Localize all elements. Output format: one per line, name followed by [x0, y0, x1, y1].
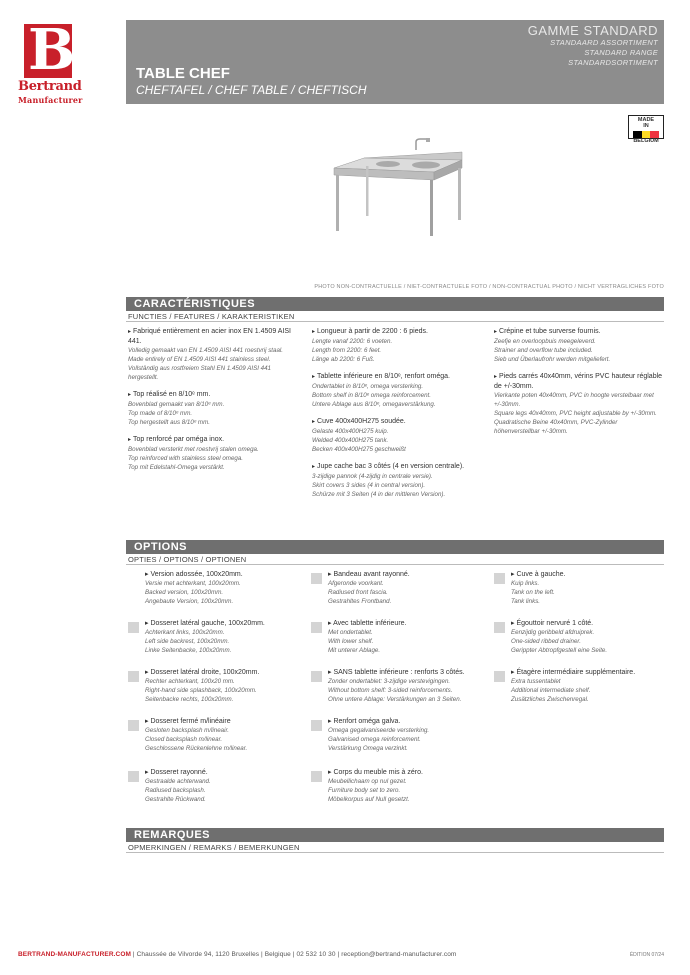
option-item[interactable]: ▸ Cuve à gauche. Kuip links. Tank on the left. Tank links. — [494, 570, 669, 610]
logo-letter: B — [28, 17, 76, 83]
divider — [126, 321, 664, 322]
brand-name: Bertrand — [18, 79, 82, 94]
option-translation: Gestrahltes Frontband. — [328, 598, 392, 605]
option-translation: Ohne untere Ablage: Verstärkungen an 3 Seiten. — [328, 696, 462, 703]
features-title: CARACTÉRISTIQUES — [126, 297, 664, 311]
options-title: OPTIONS — [126, 540, 664, 554]
range-translation: STANDAARD ASSORTIMENT — [550, 38, 658, 47]
option-translation: Galvanised omega reinforcement. — [328, 736, 421, 743]
option-translation: Rechter achterkant, 100x20 mm. — [145, 678, 235, 685]
option-translation: Gestraalde achterwand. — [145, 778, 211, 785]
feature-translation: Strainer and overflow tube included. — [494, 347, 593, 354]
option-translation: Backed version, 100x20mm. — [145, 589, 224, 596]
option-translation: Seitenbacke rechts, 100x20mm. — [145, 696, 234, 703]
option-text: Corps du meuble mis à zéro. — [333, 769, 423, 776]
range-title: GAMME STANDARD — [527, 23, 658, 38]
feature-translation: Länge ab 2200: 6 Fuß. — [312, 356, 375, 363]
option-translation: Without bottom shelf: 3-sided reinforcements. — [328, 687, 453, 694]
divider — [126, 564, 664, 565]
features-column — [128, 327, 300, 480]
range-block — [528, 23, 658, 68]
option-item[interactable]: ▸ Avec tablette inférieure. Met ondertablet. With lower shelf. Mit unterer Ablage. — [311, 619, 486, 659]
feature-item: ▸ Top renforcé par oméga inox. Bovenblad versterkt met roestvrij stalen omega. Top reinforced with stainless steel omega. Top mit Edelstahl-Omega verstärkt. — [128, 435, 300, 472]
option-text: Dosseret fermé m/linéaire — [150, 718, 231, 725]
option-translation: Radiused backsplash. — [145, 787, 206, 794]
option-text: Étagère intermédiaire supplémentaire. — [516, 669, 636, 676]
option-item[interactable]: ▸ Dosseret fermé m/linéaire Gesloten backsplash m/lineair. Closed backsplash m/linear. Geschlossene Rückenlehne m/linear. — [128, 717, 303, 757]
brand-logo — [18, 17, 84, 105]
feature-translation: Volledig gemaakt van EN 1.4509 AISI 441 roestvrij staal. — [128, 347, 284, 354]
option-item[interactable]: ▸ Étagère intermédiaire supplémentaire. Extra tussentablet Additional intermediate shelf. Zusätzliches Zwischenregal. — [494, 668, 669, 708]
option-translation: Right-hand side splashback, 100x20mm. — [145, 687, 257, 694]
option-checkbox[interactable] — [311, 720, 322, 731]
feature-translation: Lengte vanaf 2200: 6 voeten. — [312, 338, 393, 345]
feature-translation: Welded 400x400H275 tank. — [312, 437, 389, 444]
feature-text: Pieds carrés 40x40mm, vérins PVC hauteur réglable de +/-30mm. — [494, 373, 663, 390]
remarks-title: REMARQUES — [126, 828, 664, 842]
badge-line: IN — [643, 123, 649, 129]
option-translation: Omega gegalvaniseerde versterking. — [328, 727, 430, 734]
option-translation: Meubellichaam op nul gezet. — [328, 778, 407, 785]
feature-translation: Vierkante poten 40x40mm, PVC in hoogte verstelbaar met +/-30mm. — [494, 392, 654, 408]
option-translation: Gestrahlte Rückwand. — [145, 796, 206, 803]
option-text: Dosseret latéral gauche, 100x20mm. — [150, 620, 265, 627]
option-translation: One-sided ribbed drainer. — [511, 638, 581, 645]
features-column — [494, 327, 664, 444]
feature-item: ▸ Tablette inférieure en 8/10ᵉ, renfort oméga. Ondertablet in 8/10ᵉ, omega versterking. Bottom shelf in 8/10ᵉ omega reinforcement. Untere Ablage aus 8/10ᵉ, omegaverstärkung. — [312, 372, 490, 409]
feature-translation: Ondertablet in 8/10ᵉ, omega versterking. — [312, 383, 424, 390]
feature-translation: Zeefje en overloopbuis meegeleverd. — [494, 338, 596, 345]
badge-line: MADE — [637, 117, 655, 123]
option-translation: Additional intermediate shelf. — [511, 687, 591, 694]
option-translation: Zonder ondertablet: 3-zijdige verstevigingen. — [328, 678, 451, 685]
feature-translation: Skirt covers 3 sides (4 in central version). — [312, 482, 426, 489]
divider — [126, 852, 664, 853]
feature-text: Crépine et tube surverse fournis. — [499, 328, 601, 335]
photo-caption: PHOTO NON-CONTRACTUELLE / NIET-CONTRACTUELE FOTO / NON-CONTRACTUAL PHOTO / NICHT VERTRAGLICHES FOTO — [314, 284, 664, 290]
option-translation: Versie met achterkant, 100x20mm. — [145, 580, 241, 587]
option-translation: Achterkant links, 100x20mm. — [145, 629, 225, 636]
range-translation: STANDARDSORTIMENT — [568, 58, 658, 67]
contact-info: | Chaussée de Vilvorde 94, 1120 Bruxelles | Belgique | 02 532 10 30 | reception@bertrand-manufacturer.com — [131, 951, 457, 958]
product-header — [126, 20, 664, 104]
badge-line: BELGIUM — [633, 138, 659, 144]
option-translation: Left side backrest, 100x20mm. — [145, 638, 230, 645]
feature-translation: Schürze mit 3 Seiten (4 in der mittleren Version). — [312, 491, 446, 498]
feature-translation: Top reinforced with stainless steel omega. — [128, 455, 243, 462]
range-translation: STANDARD RANGE — [584, 48, 658, 57]
option-item[interactable]: ▸ Dosseret rayonné. Gestraalde achterwand. Radiused backsplash. Gestrahlte Rückwand. — [128, 768, 303, 808]
feature-item: ▸ Pieds carrés 40x40mm, vérins PVC hauteur réglable de +/-30mm. Vierkante poten 40x40mm, PVC in hoogte verstelbaar met +/-30mm. Square legs 40x40mm, PVC height adjustable by +/-30mm. Quadratische Beine 40x40mm, PVC-Zylinder höhenverstellbar +/-30mm. — [494, 373, 663, 435]
option-checkbox[interactable] — [128, 622, 139, 633]
feature-translation: Top mit Edelstahl-Omega verstärkt. — [128, 464, 225, 471]
option-item[interactable]: ▸ Bandeau avant rayonné. Afgeronde voorkant. Radiused front fascia. Gestrahltes Frontband. — [311, 570, 486, 610]
feature-translation: Becken 400x400H275 geschweißt — [312, 446, 406, 453]
option-checkbox[interactable] — [311, 771, 322, 782]
option-item[interactable]: ▸ Dosseret latéral droite, 100x20mm. Rechter achterkant, 100x20 mm. Right-hand side splashback, 100x20mm. Seitenbacke rechts, 100x20mm. — [128, 668, 303, 708]
feature-translation: Top made of 8/10ᵉ mm. — [128, 410, 193, 417]
belgian-flag-icon — [633, 131, 659, 138]
feature-translation: Made entirely of EN 1.4509 AISI 441 stainless steel. — [128, 356, 271, 363]
feature-text: Longueur à partir de 2200 : 6 pieds. — [317, 328, 428, 335]
features-subtitle: FUNCTIES / FEATURES / KARAKTERISTIKEN — [128, 312, 295, 321]
feature-text: Top réalisé en 8/10ᵉ mm. — [133, 391, 211, 398]
feature-translation: Top hergestellt aus 8/10ᵉ mm. — [128, 419, 210, 426]
option-translation: Linke Seitenbacke, 100x20mm. — [145, 647, 232, 654]
option-checkbox[interactable] — [494, 573, 505, 584]
feature-text: Top renforcé par oméga inox. — [133, 436, 225, 443]
feature-translation: Quadratische Beine 40x40mm, PVC-Zylinder höhenverstellbar +/-30mm. — [494, 419, 618, 435]
option-translation: Geschlossene Rückenlehne m/linear. — [145, 745, 248, 752]
option-checkbox[interactable] — [311, 573, 322, 584]
option-translation: Tank on the left. — [511, 589, 555, 596]
feature-translation: Gelaste 400x400H275 kuip. — [312, 428, 389, 435]
option-checkbox[interactable] — [128, 771, 139, 782]
option-translation: Afgeronde voorkant. — [328, 580, 384, 587]
option-translation: Kuip links. — [511, 580, 540, 587]
website-link[interactable]: BERTRAND-MANUFACTURER.COM — [18, 951, 131, 958]
option-translation: With lower shelf. — [328, 638, 374, 645]
remarks-subtitle: OPMERKINGEN / REMARKS / BEMERKUNGEN — [128, 843, 300, 852]
option-translation: Mit unterer Ablage. — [328, 647, 381, 654]
option-item[interactable]: ▸ Renfort oméga galva. Omega gegalvaniseerde versterking. Galvanised omega reinforcement. Verstärkung Omega verzinkt. — [311, 717, 486, 757]
feature-text: Jupe cache bac 3 côtés (4 en version centrale). — [317, 463, 465, 470]
option-checkbox[interactable] — [128, 720, 139, 731]
feature-translation: Bovenblad versterkt met roestvrij stalen omega. — [128, 446, 259, 453]
product-title: TABLE CHEF — [136, 65, 230, 82]
features-column — [312, 327, 490, 507]
feature-item: ▸ Fabriqué entièrement en acier inox EN 1.4509 AISI 441. Volledig gemaakt van EN 1.4509 AISI 441 roestvrij staal. Made entirely of EN 1.4509 AISI 441 stainless steel. Vollständig aus rostfreiem Stahl EN 1.4509 AISI 441 hergestellt. — [128, 327, 300, 382]
option-text: Dosseret latéral droite, 100x20mm. — [150, 669, 260, 676]
feature-item: ▸ Crépine et tube surverse fournis. Zeefje en overloopbuis meegeleverd. Strainer and overflow tube included. Sieb und Überlaufrohr werden mitgeliefert. — [494, 327, 664, 364]
feature-translation: 3-zijdige pannok (4-zijdig in centrale versie). — [312, 473, 433, 480]
page-footer — [18, 951, 456, 958]
option-text: Cuve à gauche. — [516, 571, 566, 578]
option-translation: Tank links. — [511, 598, 541, 605]
option-text: Version adossée, 100x20mm. — [150, 571, 243, 578]
option-checkbox[interactable] — [494, 671, 505, 682]
feature-translation: Sieb und Überlaufrohr werden mitgeliefert. — [494, 356, 611, 363]
option-checkbox[interactable] — [311, 622, 322, 633]
option-translation: Furniture body set to zero. — [328, 787, 401, 794]
feature-translation: Length from 2200: 6 feet. — [312, 347, 382, 354]
edition-label: ÉDITION 07/24 — [629, 952, 664, 958]
feature-item: ▸ Jupe cache bac 3 côtés (4 en version centrale). 3-zijdige pannok (4-zijdig in centrale versie). Skirt covers 3 sides (4 in central version). Schürze mit 3 Seiten (4 in der mittleren Version). — [312, 462, 490, 499]
option-item[interactable]: ▸ SANS tablette inférieure : renforts 3 côtés. Zonder ondertablet: 3-zijdige verstevigingen. Without bottom shelf: 3-sided reinforcements. Ohne untere Ablage: Verstärkungen an 3 Seiten. — [311, 668, 486, 708]
option-text: Avec tablette inférieure. — [333, 620, 407, 627]
option-translation: Verstärkung Omega verzinkt. — [328, 745, 408, 752]
feature-text: Tablette inférieure en 8/10ᵉ, renfort oméga. — [317, 373, 450, 380]
feature-translation: Vollständig aus rostfreiem Stahl EN 1.4509 AISI 441 hergestellt. — [128, 365, 271, 381]
option-translation: Gesloten backsplash m/lineair. — [145, 727, 230, 734]
option-checkbox[interactable] — [494, 622, 505, 633]
option-translation: Möbelkorpus auf Null gesetzt. — [328, 796, 410, 803]
option-translation: Zusätzliches Zwischenregal. — [511, 696, 589, 703]
option-text: Bandeau avant rayonné. — [333, 571, 410, 578]
brand-tagline: Manufacturer — [18, 95, 83, 105]
feature-item: ▸ Cuve 400x400H275 soudée. Gelaste 400x400H275 kuip. Welded 400x400H275 tank. Becken 400x400H275 geschweißt — [312, 417, 490, 454]
product-photo — [326, 138, 466, 238]
option-translation: Gerippter Abtropfgestell eine Seite. — [511, 647, 608, 654]
product-subtitle: CHEFTAFEL / CHEF TABLE / CHEFTISCH — [136, 83, 367, 97]
option-translation: Met ondertablet. — [328, 629, 373, 636]
option-text: Renfort oméga galva. — [333, 718, 401, 725]
feature-text: Cuve 400x400H275 soudée. — [317, 418, 406, 425]
option-text: Égouttoir nervuré 1 côté. — [516, 620, 594, 627]
option-item[interactable]: ▸ Corps du meuble mis à zéro. Meubellichaam op nul gezet. Furniture body set to zero. Möbelkorpus auf Null gesetzt. — [311, 768, 486, 808]
option-translation: Extra tussentablet — [511, 678, 561, 685]
option-checkbox[interactable] — [311, 671, 322, 682]
feature-translation: Bovenblad gemaakt van 8/10ᵉ mm. — [128, 401, 225, 408]
feature-translation: Bottom shelf in 8/10ᵉ omega reinforcement. — [312, 392, 431, 399]
option-text: Dosseret rayonné. — [150, 769, 208, 776]
option-translation: Angebaute Version, 100x20mm. — [145, 598, 234, 605]
made-in-belgium-badge — [628, 115, 664, 144]
options-subtitle: OPTIES / OPTIONS / OPTIONEN — [128, 555, 247, 564]
option-translation: Closed backsplash m/linear. — [145, 736, 223, 743]
feature-item: ▸ Longueur à partir de 2200 : 6 pieds. Lengte vanaf 2200: 6 voeten. Length from 2200: 6 feet. Länge ab 2200: 6 Fuß. — [312, 327, 490, 364]
option-translation: Eenzijdig geribbeld afdruiprek. — [511, 629, 595, 636]
feature-text: Fabriqué entièrement en acier inox EN 1.4509 AISI 441. — [128, 328, 291, 345]
option-item[interactable]: ▸ Égouttoir nervuré 1 côté. Eenzijdig geribbeld afdruiprek. One-sided ribbed drainer. Gerippter Abtropfgestell eine Seite. — [494, 619, 669, 659]
feature-translation: Square legs 40x40mm, PVC height adjustable by +/-30mm. — [494, 410, 657, 417]
feature-translation: Untere Ablage aus 8/10ᵉ, omegaverstärkung. — [312, 401, 436, 408]
option-item[interactable]: ▸ Version adossée, 100x20mm. Versie met achterkant, 100x20mm. Backed version, 100x20mm. Angebaute Version, 100x20mm. — [128, 570, 303, 610]
option-checkbox[interactable] — [128, 671, 139, 682]
option-text: SANS tablette inférieure : renforts 3 côtés. — [333, 669, 465, 676]
feature-item: ▸ Top réalisé en 8/10ᵉ mm. Bovenblad gemaakt van 8/10ᵉ mm. Top made of 8/10ᵉ mm. Top hergestellt aus 8/10ᵉ mm. — [128, 390, 300, 427]
option-item[interactable]: ▸ Dosseret latéral gauche, 100x20mm. Achterkant links, 100x20mm. Left side backrest, 100x20mm. Linke Seitenbacke, 100x20mm. — [128, 619, 303, 659]
option-translation: Radiused front fascia. — [328, 589, 388, 596]
